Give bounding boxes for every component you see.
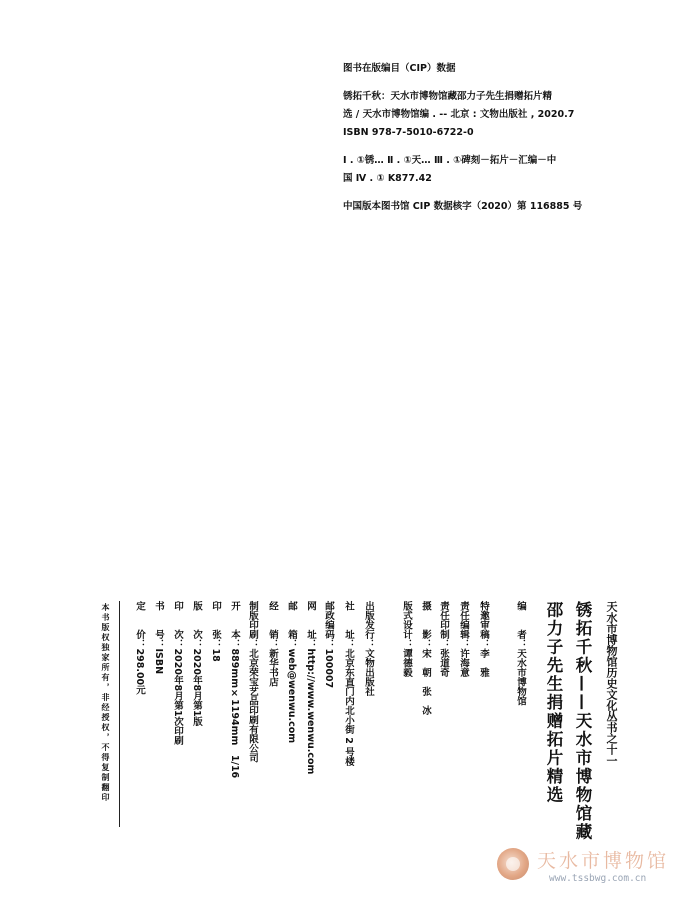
cip-title-line2: 选 / 天水市博物馆编 . -- 北京 : 文物出版社 , 2020.7 <box>343 109 575 120</box>
watermark <box>497 846 679 892</box>
responsible-print: 责任印制：张道奇 <box>438 601 449 677</box>
cip-classification-line1: Ⅰ . ①锈… Ⅱ . ①天… Ⅲ . ①碑刻－拓片－汇编－中 <box>343 155 557 166</box>
divider-rule <box>119 601 120 827</box>
watermark-title: 天水市博物馆 <box>537 850 670 872</box>
cip-isbn: ISBN 978-7-5010-6722-0 <box>343 127 474 138</box>
price: 定 价：298.00元 <box>134 601 145 695</box>
postcode: 邮政编码：100007 <box>323 601 334 689</box>
museum-logo-icon <box>497 848 529 880</box>
isbn-label: 书 号：ISBN <box>153 601 164 675</box>
copyright-notice: 本书版权独家所有，非经授权，不得复制翻印 <box>101 603 110 803</box>
address: 社 址：北京东直门内北小街 2 号楼 <box>343 601 354 767</box>
cip-title-line1: 锈拓千秋：天水市博物馆藏邵力子先生捐赠拓片精 <box>343 91 553 102</box>
responsible-editor: 责任编辑：许海意 <box>458 601 469 677</box>
distributor: 经 销：新华书店 <box>267 601 278 687</box>
layout-design: 版式设计：谭德毅 <box>401 601 412 677</box>
special-review: 特邀审稿：李 雅 <box>478 601 489 677</box>
cip-classification-line2: 国 Ⅳ . ① K877.42 <box>343 173 432 184</box>
printer: 制版印刷：北京荣宝艺品印刷有限公司 <box>247 601 258 763</box>
printed-sheets: 印 张：18 <box>210 601 221 662</box>
publisher: 出版发行：文物出版社 <box>363 601 374 696</box>
format: 开 本：889mm×1194mm 1/16 <box>229 601 240 779</box>
book-title-line2: 邵力子先生捐赠拓片精选 <box>544 601 563 805</box>
photography: 摄 影：宋 朝 张 冰 <box>420 601 431 715</box>
cip-heading: 图书在版编目（CIP）数据 <box>343 63 456 74</box>
printing: 印 次：2020年8月第1次印刷 <box>172 601 183 746</box>
cip-block <box>343 60 643 216</box>
email: 邮 箱：web@wenwu.com <box>286 601 297 744</box>
series-title: 天水市博物馆历史文化丛书之十一 <box>605 601 618 766</box>
edition: 版 次：2020年8月第1版 <box>191 601 202 727</box>
watermark-url: www.tssbwg.com.cn <box>549 873 647 884</box>
book-title-line1: 锈拓千秋——天水市博物馆藏 <box>573 601 592 842</box>
cip-record-number: 中国版本图书馆 CIP 数据核字（2020）第 116885 号 <box>343 201 583 212</box>
website: 网 址：http://www.wenwu.com <box>305 601 316 775</box>
editor: 编 者：天水市博物馆 <box>515 601 526 706</box>
